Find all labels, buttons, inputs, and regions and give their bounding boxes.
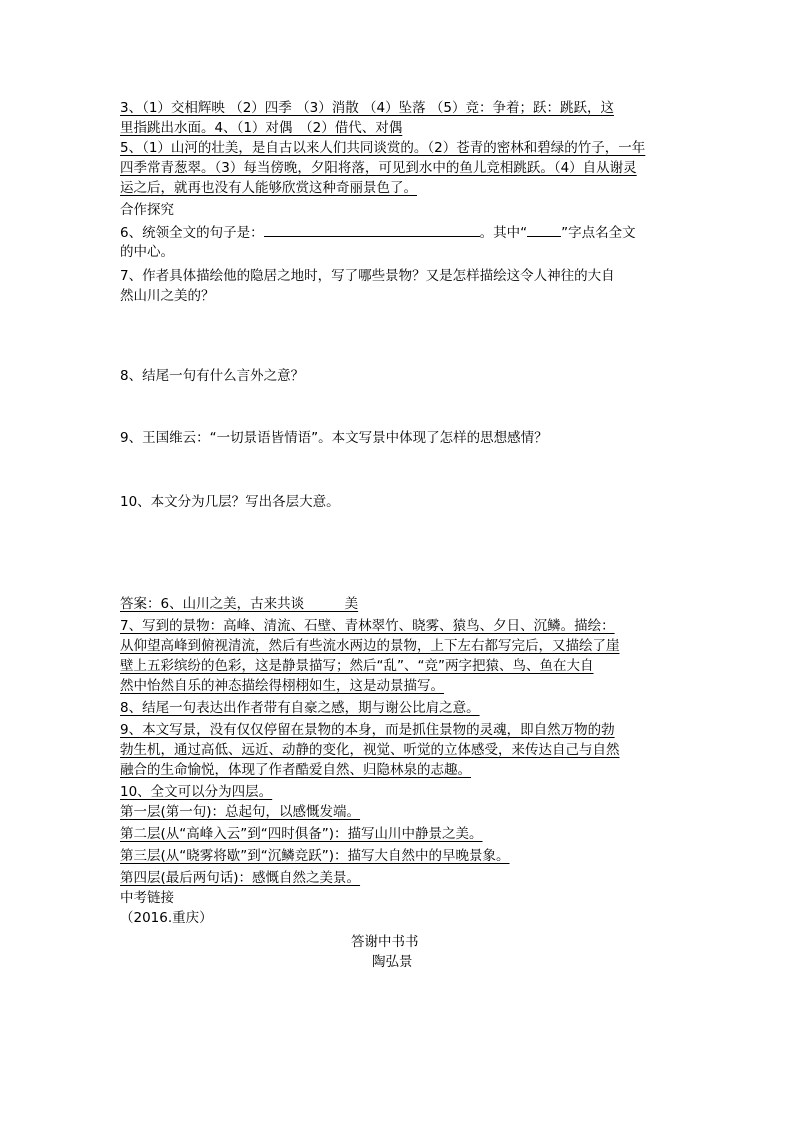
answer-line: 答案：6、山川之美，古来共谈 美 [120,596,359,612]
q6-answer-blank[interactable] [264,222,480,237]
answer-line: 第四层(最后两句话)：感慨自然之美景。 [120,870,361,886]
question-6-line2: 的中心。 [120,244,174,260]
answer-line: 7、写到的景物：高峰、清流、石壁、青林翠竹、晓雾、猿鸟、夕日、沉鳞。描绘： [120,618,615,634]
exam-link-source: （2016.重庆） [120,910,213,926]
answer-line: 9、本文写景，没有仅仅停留在景物的本身，而是抓住景物的灵魂，即自然万物的勃 [120,722,615,738]
question-7-line2: 然山川之美的？ [120,288,215,304]
poem-title: 答谢中书书 [351,934,419,950]
answer-line: 10、全文可以分为四层。 [120,784,273,800]
answer-line: 里指跳出水面。4、（1）对偶 （2）借代、对偶 [120,120,403,136]
q6-mid: 。其中“ [479,225,528,241]
question-9: 9、王国维云：“一切景语皆情语”。本文写景中体现了怎样的思想感情？ [120,430,548,446]
answer-line: 第二层(从“高峰入云”到“四时俱备”)：描写山川中静景之美。 [120,826,483,842]
question-10: 10、本文分为几层？写出各层大意。 [120,494,340,510]
answer-line: 然中怡然自乐的神态描绘得栩栩如生，这是动景描写。 [120,678,444,694]
question-6 [120,222,636,243]
answer-line: 第三层(从“晓雾将歇”到“沉鳞竞跃”)：描写大自然中的早晚景象。 [120,848,510,864]
answer-line: 四季常青葱翠。（3）每当傍晚，夕阳将落，可见到水中的鱼儿竞相跳跃。（4）自从谢灵 [120,160,637,176]
answer-line: 8、结尾一句表达出作者带有自豪之感，期与谢公比肩之意。 [120,700,480,716]
answer-line: 融合的生命愉悦，体现了作者酷爱自然、归隐林泉的志趣。 [120,762,471,778]
poem-author: 陶弘景 [372,954,413,970]
answer-line: 壁上五彩缤纷的色彩，这是静景描写；然后“乱”、“竞”两字把猿、鸟、鱼在大自 [120,658,594,674]
section-heading: 合作探究 [120,202,174,218]
exam-link-heading: 中考链接 [120,890,174,906]
q6-char-blank[interactable] [527,222,561,237]
answer-line: 5、（1）山河的壮美，是自古以来人们共同谈赏的。（2）苍青的密林和碧绿的竹子，一年 [120,140,646,156]
answer-line: 从仰望高峰到俯视清流，然后有些流水两边的景物，上下左右都写完后，又描绘了崖 [120,638,620,654]
q6-suffix: ”字点名全文 [561,225,636,241]
answer-line: 运之后，就再也没有人能够欣赏这种奇丽景色了。 [120,180,417,196]
question-7: 7、作者具体描绘他的隐居之地时，写了哪些景物？又是怎样描绘这令人神往的大自 [120,268,615,284]
answer-line: 勃生机，通过高低、远近、动静的变化，视觉、听觉的立体感受，来传达自己与自然 [120,742,620,758]
question-8: 8、结尾一句有什么言外之意？ [120,368,305,384]
q6-prefix: 6、统领全文的句子是： [120,225,264,241]
answer-line: 第一层(第一句)：总起句，以感慨发端。 [120,804,361,820]
answer-line: 3、（1）交相辉映 （2）四季 （3）消散 （4）坠落 （5）竞：争着；跃：跳跃，这 [120,100,614,116]
